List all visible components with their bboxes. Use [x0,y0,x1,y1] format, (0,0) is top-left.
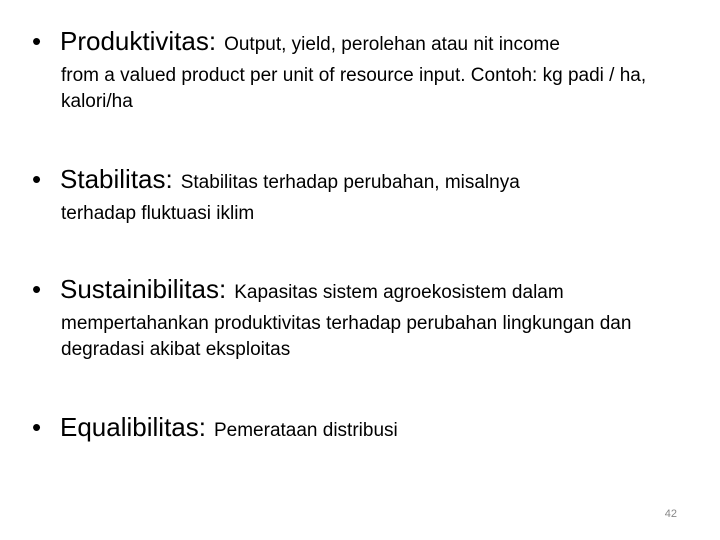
bullet-icon: • [32,164,42,194]
bullet-description-first-line: Kapasitas sistem agroekosistem dalam [234,282,564,303]
bullet-line [32,412,692,443]
bullet-term: Equalibilitas: [60,412,206,442]
bullet-item-produktivitas [32,26,692,115]
bullet-description-first-line: Output, yield, perolehan atau nit income [224,34,560,55]
bullet-description-continuation: from a valued product per unit of resource input. Contoh: kg padi / ha, kalori/ha [61,65,647,112]
bullet-line [32,26,692,57]
bullet-term: Produktivitas: [60,26,217,56]
bullet-description-continuation: mempertahankan produktivitas terhadap perubahan lingkungan dan degradasi akibat eksploitas [61,313,632,360]
bullet-term: Stabilitas: [60,164,173,194]
bullet-line [32,274,692,305]
bullet-line [32,164,692,195]
bullet-icon: • [32,274,42,304]
bullet-icon: • [32,26,42,56]
page-number: 42 [664,508,677,520]
bullet-item-equalibilitas [32,412,692,443]
bullet-item-stabilitas [32,164,692,227]
bullet-description-first-line: Pemerataan distribusi [213,420,398,441]
bullet-item-sustainibilitas [32,274,692,363]
bullet-icon: • [32,412,42,442]
bullet-description-first-line: Stabilitas terhadap perubahan, misalnya [180,172,520,193]
bullet-term: Sustainibilitas: [60,274,227,304]
bullet-description-continuation: terhadap fluktuasi iklim [61,203,255,224]
